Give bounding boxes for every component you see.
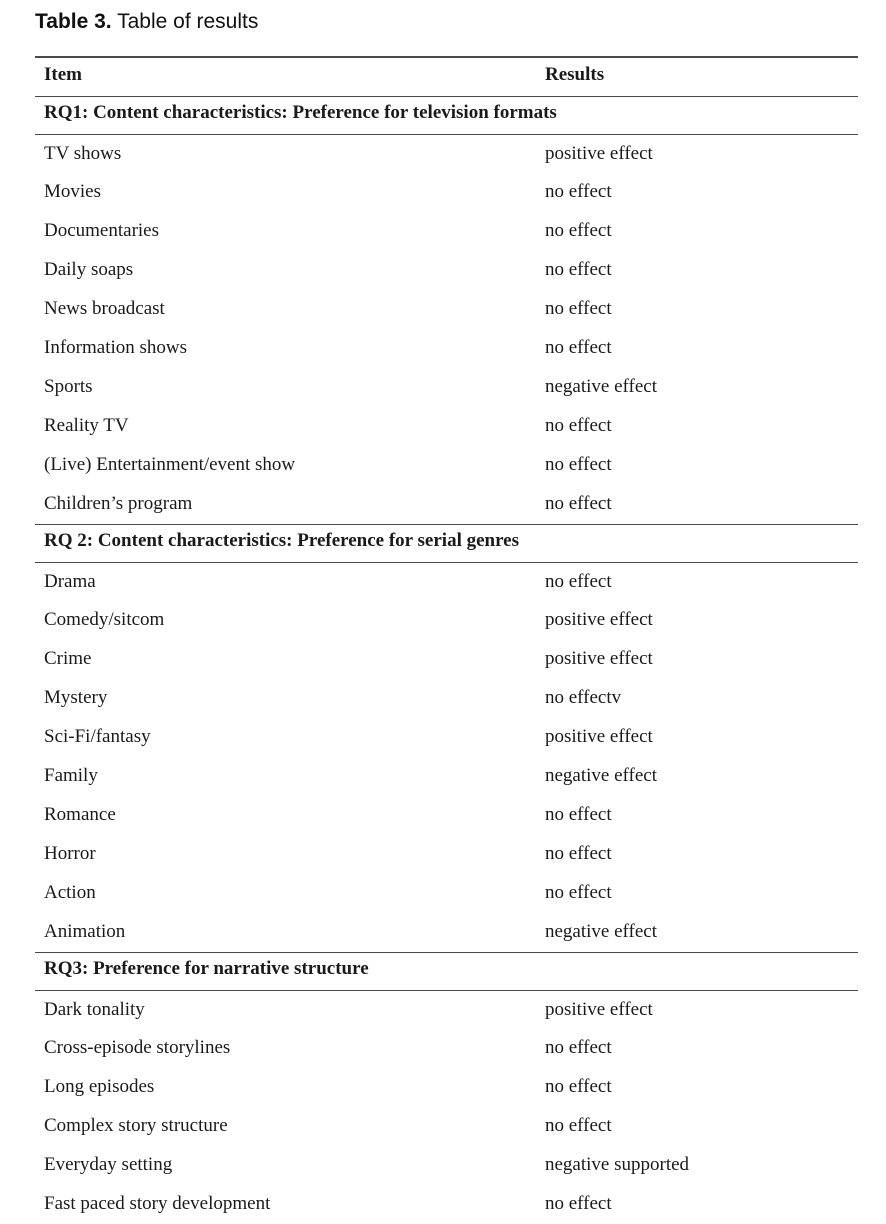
header-item: Item bbox=[44, 64, 82, 85]
table-row bbox=[35, 173, 858, 212]
result-cell: no effect bbox=[545, 882, 612, 903]
item-cell: Romance bbox=[44, 804, 116, 825]
item-cell: Comedy/sitcom bbox=[44, 609, 165, 630]
item-cell: Movies bbox=[44, 181, 101, 202]
item-cell: Crime bbox=[44, 648, 92, 669]
header-row bbox=[35, 58, 858, 96]
table-row bbox=[35, 446, 858, 485]
table-row bbox=[35, 796, 858, 835]
section-heading: RQ1: Content characteristics: Preference for television formats bbox=[44, 102, 557, 123]
section-heading: RQ 2: Content characteristics: Preference for serial genres bbox=[44, 530, 520, 551]
table-row bbox=[35, 601, 858, 640]
table-row bbox=[35, 913, 858, 952]
item-cell: Everyday setting bbox=[44, 1154, 173, 1175]
result-cell: no effect bbox=[545, 1193, 612, 1214]
header-results: Results bbox=[545, 64, 605, 85]
item-cell: Mystery bbox=[44, 687, 108, 708]
item-cell: Animation bbox=[44, 921, 126, 942]
table-label: Table 3. bbox=[35, 10, 112, 33]
result-cell: no effect bbox=[545, 454, 612, 475]
result-cell: no effect bbox=[545, 415, 612, 436]
item-cell: Drama bbox=[44, 571, 96, 592]
item-cell: Action bbox=[44, 882, 96, 903]
result-cell: positive effect bbox=[545, 648, 653, 669]
item-cell: (Live) Entertainment/event show bbox=[44, 454, 296, 475]
result-cell: no effect bbox=[545, 259, 612, 280]
item-cell: Children’s program bbox=[44, 493, 193, 514]
result-cell: positive effect bbox=[545, 999, 653, 1020]
table-row bbox=[35, 329, 858, 368]
table-row bbox=[35, 757, 858, 796]
table-row bbox=[35, 991, 858, 1029]
result-cell: no effect bbox=[545, 1037, 612, 1058]
table-row bbox=[35, 290, 858, 329]
table-row bbox=[35, 1068, 858, 1107]
table-row bbox=[35, 212, 858, 251]
table-row bbox=[35, 718, 858, 757]
table-body bbox=[35, 97, 858, 1224]
item-cell: Dark tonality bbox=[44, 999, 145, 1020]
result-cell: no effect bbox=[545, 1115, 612, 1136]
table-title: Table of results bbox=[117, 10, 259, 33]
result-cell: no effect bbox=[545, 220, 612, 241]
result-cell: negative supported bbox=[545, 1154, 690, 1175]
table-row bbox=[35, 1185, 858, 1224]
result-cell: no effect bbox=[545, 804, 612, 825]
table-row bbox=[35, 874, 858, 913]
item-cell: Reality TV bbox=[44, 415, 129, 436]
item-cell: TV shows bbox=[44, 143, 122, 164]
table-row bbox=[35, 835, 858, 874]
result-cell: positive effect bbox=[545, 726, 653, 747]
item-cell: Cross-episode storylines bbox=[44, 1037, 231, 1058]
item-cell: News broadcast bbox=[44, 298, 165, 319]
result-cell: no effect bbox=[545, 571, 612, 592]
result-cell: negative effect bbox=[545, 765, 657, 786]
result-cell: positive effect bbox=[545, 143, 653, 164]
result-cell: no effectv bbox=[545, 687, 622, 708]
result-cell: no effect bbox=[545, 1076, 612, 1097]
table-row bbox=[35, 135, 858, 173]
section-heading-row bbox=[35, 525, 858, 562]
table-row bbox=[35, 485, 858, 524]
item-cell: Sports bbox=[44, 376, 93, 397]
result-cell: positive effect bbox=[545, 609, 653, 630]
table-row bbox=[35, 368, 858, 407]
section-heading-row bbox=[35, 953, 858, 990]
section-heading-row bbox=[35, 97, 858, 134]
result-cell: no effect bbox=[545, 843, 612, 864]
item-cell: Fast paced story development bbox=[44, 1193, 271, 1214]
item-cell: Documentaries bbox=[44, 220, 160, 241]
result-cell: no effect bbox=[545, 337, 612, 358]
table-row bbox=[35, 1146, 858, 1185]
result-cell: no effect bbox=[545, 181, 612, 202]
item-cell: Complex story structure bbox=[44, 1115, 228, 1136]
result-cell: no effect bbox=[545, 298, 612, 319]
table-caption bbox=[35, 10, 258, 34]
table-row bbox=[35, 407, 858, 446]
result-cell: negative effect bbox=[545, 921, 657, 942]
table-row bbox=[35, 640, 858, 679]
table-row bbox=[35, 1029, 858, 1068]
item-cell: Family bbox=[44, 765, 98, 786]
table-row bbox=[35, 679, 858, 718]
result-cell: negative effect bbox=[545, 376, 657, 397]
item-cell: Long episodes bbox=[44, 1076, 155, 1097]
item-cell: Information shows bbox=[44, 337, 188, 358]
results-table bbox=[35, 56, 858, 1224]
table-row bbox=[35, 563, 858, 601]
section-heading: RQ3: Preference for narrative structure bbox=[44, 958, 369, 979]
item-cell: Sci-Fi/fantasy bbox=[44, 726, 151, 747]
item-cell: Daily soaps bbox=[44, 259, 134, 280]
result-cell: no effect bbox=[545, 493, 612, 514]
table-row bbox=[35, 251, 858, 290]
table-row bbox=[35, 1107, 858, 1146]
item-cell: Horror bbox=[44, 843, 96, 864]
